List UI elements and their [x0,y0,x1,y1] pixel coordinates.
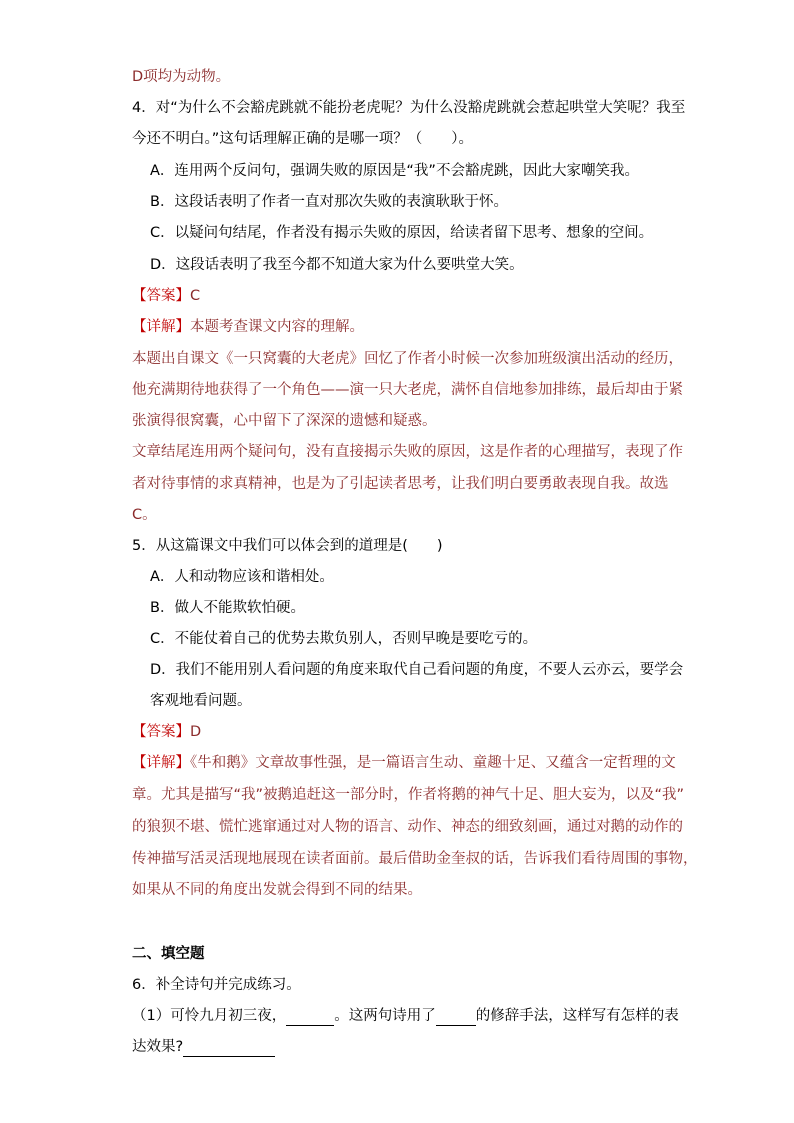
answer-tag: 【答案】 [132,288,190,304]
q5-stem: 5．从这篇课文中我们可以体会到的道理是( ) [132,538,443,554]
q4-option-b: B．这段话表明了作者一直对那次失败的表演耿耿于怀。 [150,194,508,210]
q5-option-d-line1: D．我们不能用别人看问题的角度来取代自己看问题的角度，不要人云亦云，要学会 [150,662,684,678]
effect-blank[interactable] [183,1040,275,1057]
q5-option-b: B．做人不能欺软怕硬。 [150,600,305,616]
q4-stem-line2: 今还不明白。”这句话理解正确的是哪一项？（ ）。 [132,131,474,147]
detail-tag: 【详解】 [132,319,190,335]
q5-detail-line1 [132,753,676,773]
q5-detail-line: 传神描写活灵活现地展现在读者面前。最后借助金奎叔的话，告诉我们看待周围的事物， [132,851,698,867]
poem-blank[interactable] [286,1009,334,1026]
q4-detail-line: C。 [132,507,157,523]
q5-detail-line: 章。尤其是描写“我”被鹅追赶这一部分时，作者将鹅的神气十足、胆大妄为，以及“我” [132,787,685,803]
detail-text: 《牛和鹅》文章故事性强，是一篇语言生动、童趣十足、又蕴含一定哲理的文 [190,755,676,771]
q4-answer [132,286,200,306]
q6-stem: 6．补全诗句并完成练习。 [132,977,301,993]
q6-1-text-d: 达效果? [132,1039,184,1055]
q5-option-a: A．人和动物应该和谐相处。 [150,569,334,585]
q4-option-a: A．连用两个反问句，强调失败的原因是“我”不会豁虎跳，因此大家嘲笑我。 [150,163,639,179]
q4-option-d: D．这段话表明了我至今都不知道大家为什么要哄堂大笑。 [150,257,524,273]
q4-detail-line: 张演得很窝囊，心中留下了深深的遗憾和疑惑。 [132,413,437,429]
answer-tag: 【答案】 [132,724,190,740]
q5-detail-line: 的狼狈不堪、慌忙逃窜通过对人物的语言、动作、神态的细致刻画，通过对鹅的动作的 [132,819,683,835]
q6-1-text-c: 的修辞手法，这样写有怎样的表 [475,1008,679,1024]
q5-option-d-line2: 客观地看问题。 [150,693,252,709]
q5-answer [132,722,201,742]
answer-value: C [190,288,201,304]
q4-option-c: C．以疑问句结尾，作者没有揭示失败的原因，给读者留下思考、想象的空间。 [150,225,654,241]
q4-detail-head [132,317,364,337]
q4-detail-line: 文章结尾连用两个疑问句，没有直接揭示失败的原因，这是作者的心理描写，表现了作 [132,444,683,460]
q5-option-c: C．不能仗着自己的优势去欺负别人，否则早晚是要吃亏的。 [150,631,538,647]
detail-head-text: 本题考查课文内容的理解。 [190,319,364,335]
q6-1-line2 [132,1037,275,1057]
continuation-text: D项均为动物。 [132,69,231,85]
q4-stem-line1: 4．对“为什么不会豁虎跳就不能扮老虎呢？为什么没豁虎跳就会惹起哄堂大笑呢？我至 [132,100,686,116]
q6-1-line1 [132,1006,679,1026]
q5-detail-line: 如果从不同的角度出发就会得到不同的结果。 [132,882,422,898]
answer-value: D [190,724,202,740]
q6-1-text-a: （1）可怜九月初三夜， [132,1008,287,1024]
section-title: 二、填空题 [132,946,205,962]
q6-1-text-b: 。这两句诗用了 [334,1008,436,1024]
q4-detail-line: 他充满期待地获得了一个角色——演一只大老虎，满怀自信地参加排练，最后却由于紧 [132,382,683,398]
rhetoric-blank[interactable] [436,1009,476,1026]
q4-detail-line: 本题出自课文《一只窝囊的大老虎》回忆了作者小时候一次参加班级演出活动的经历， [132,351,683,367]
detail-tag: 【详解】 [132,755,190,771]
q4-detail-line: 者对待事情的求真精神，也是为了引起读者思考，让我们明白要勇敢表现自我。故选 [132,476,669,492]
